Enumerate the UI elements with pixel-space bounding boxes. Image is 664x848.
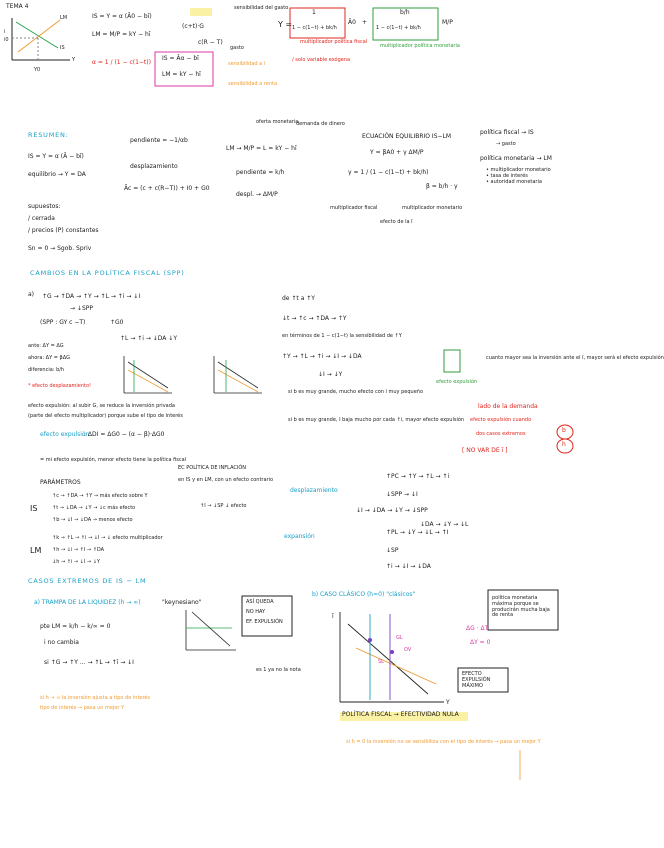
lm-equation: LM = M/P = kY − hī: [92, 31, 151, 38]
circle-a: b: [562, 427, 566, 434]
demanda: demanda de dinero: [296, 121, 345, 127]
plus: +: [362, 19, 368, 26]
sens-note2: sensibilidad a renta: [228, 81, 278, 87]
oferta-mon: oferta monetaria: [256, 119, 299, 125]
circle-box: [ NO VAR DE ī ]: [462, 447, 508, 454]
formula-label: efecto expulsión: [40, 431, 90, 438]
b-note: si b es muy grande, mucho efecto con i muy pequeño: [288, 389, 424, 395]
cambios-diferencia: diferencia: b/h: [28, 367, 65, 373]
note-box-l1: ASÍ QUEDA: [246, 599, 274, 605]
ahorro: Sn = 0 → Sgob. Spriv: [28, 245, 92, 252]
tema-label: TEMA 4: [6, 3, 29, 10]
resumen-despl-lm: despl. → ΔM/P: [236, 191, 278, 198]
eq-title: ECUACIÓN EQUILIBRIO IS−LM: [362, 133, 452, 140]
orange-note: si h → ∞ la inversión ajusta a tipo de interés: [40, 695, 151, 701]
clasico-y: Y: [446, 699, 450, 706]
d3: ↓I → ↓DA → ↓Y → ↓SPP: [356, 507, 428, 514]
trampa-eq: pte LM = k/h − k/∞ = 0: [40, 623, 111, 630]
formula: : ΔDI = ΔG0 − (α − β)·ΔG0: [84, 431, 165, 438]
cambios-exp2: (parte del efecto multiplicador) porque sube el tipo de interés: [28, 413, 183, 419]
circle-note3: dos casos extremos: [476, 431, 526, 437]
param-is3: ↑b → ↓I → ↓DA → menos efecto: [52, 517, 133, 523]
eq-beta: β = b/h · γ: [426, 183, 458, 190]
desplazo: desplazamiento: [290, 487, 338, 494]
trampa-title: a) TRAMPA DE LA LIQUIDEZ (h → ∞): [34, 599, 141, 606]
graph-y: Y: [72, 57, 76, 63]
a0: Ā0: [348, 19, 356, 26]
clasico-right2: ΔY = 0: [470, 639, 491, 646]
nota-right: es 1 ya no la nota: [256, 667, 301, 673]
reduced-y: Y =: [278, 20, 293, 29]
is-equation: IS = Y = α (Ā0 − bī): [92, 13, 152, 20]
multiplier-note: (c+t)·G: [182, 23, 204, 30]
cambios-line4: ↑G0: [110, 319, 124, 326]
pend-is: efecto de la ī: [380, 219, 413, 225]
param-is2: ↑t → ↓DA → ↓Y → ↓c más efecto: [52, 505, 136, 511]
circle-b: h: [562, 441, 566, 448]
cc-note: EC POLÍTICA DE INFLACIÓN: [178, 465, 247, 471]
ex-dx: c(R − T): [198, 39, 223, 46]
cambios-a: a): [28, 291, 35, 298]
circle-note: lado de la demanda: [478, 403, 538, 410]
circle-note2: efecto expulsión cuando: [470, 417, 532, 423]
sens-note: sensibilidad a ī: [228, 61, 266, 67]
clasico-ov: OV: [404, 647, 412, 653]
param-is1: ↑c → ↑DA → ↑Y → más efecto sobre Y: [52, 493, 148, 499]
cambios-graph-1: [124, 356, 172, 393]
keynes: "keynesiano": [162, 599, 202, 606]
efecto-exp: efecto expulsión: [436, 379, 478, 385]
mult-note1: multiplicador política fiscal: [300, 39, 368, 45]
resumen-equil: equilibrio → Y = DA: [28, 171, 86, 178]
supuestos-2: / precios (P) constantes: [28, 227, 99, 234]
alpha-equation: α = 1 / (1 − c(1−t)): [92, 59, 151, 66]
side-note: cuanto mayor sea la inversión ante el ī, mayor será el efecto expulsión: [486, 355, 664, 361]
resumen-lm: LM → M/P = L = kY − hī: [226, 145, 297, 152]
b-title: de ↑t a ↑Y: [282, 295, 315, 302]
param-lm-label: LM: [30, 546, 42, 555]
graph-i: i: [4, 29, 6, 35]
politica: POLÍTICA FISCAL → EFECTIVIDAD NULA: [342, 711, 459, 718]
mult-fiscal: multiplicador fiscal: [330, 205, 378, 211]
gasto-label2: gasto: [230, 45, 244, 51]
param-lm3: ↓h → ↑i → ↓I → ↓Y: [52, 559, 100, 565]
is-lm-box1: IS = Āα − bī: [162, 55, 199, 62]
clasico-gl: GL: [396, 635, 403, 641]
orange-note2: tipo de interés → pasa un mejor Y: [40, 705, 125, 711]
note-box-l2: NO HAY: [246, 609, 266, 615]
trampa-eq2: i no cambia: [44, 639, 79, 646]
highlight: [190, 8, 212, 16]
d1: ↑PC → ↑Y → ↑L → ↑i: [386, 473, 450, 480]
cc-note2: en IS y en LM, con un efecto contrario: [178, 477, 274, 483]
clasico-graph: [340, 612, 444, 702]
b-line2: en términos de 1 − c(1−t) la sensibilidad de ↑Y: [282, 333, 402, 339]
resumen-is: IS = Y = α (Ā − bī): [28, 153, 84, 160]
frac2-top: b/h: [400, 9, 410, 16]
top-graph: [12, 15, 70, 60]
efecto-note: = mi efecto expulsión, menor efecto tiene la política fiscal: [40, 457, 187, 463]
mult-mon: multiplicador monetario: [402, 205, 463, 211]
trampa-graph: [186, 610, 236, 650]
frac-top: 1: [312, 9, 316, 16]
eq-y: Y = βA0 + γ ΔM/P: [370, 149, 424, 156]
cambios-exp: efecto expulsión: al subir G, se reduce la inversión privada: [28, 403, 175, 409]
cc-note3: ↑I → ↓SP ↓ efecto: [200, 503, 247, 509]
b-line3: ↑Y → ↑L → ↑i → ↓I → ↓DA: [282, 353, 362, 360]
graph-is: IS: [60, 45, 65, 51]
green-note: multiplicador política monetaria: [380, 43, 460, 49]
d4: ↓DA → ↓Y → ↓L: [420, 521, 469, 528]
expansion: expansión: [284, 533, 315, 540]
e3: ↑i → ↓I → ↓DA: [386, 563, 431, 570]
pol-mon-items: • multiplicador monetario • tasa de interés • autoridad monetaria: [486, 167, 551, 185]
cambios-title: CAMBIOS EN LA POLÍTICA FISCAL (SPP): [30, 269, 185, 277]
resumen-title: RESUMEN:: [28, 131, 69, 139]
e2: ↓SP: [386, 547, 399, 554]
resumen-pend: pendiente = −1/αb: [130, 137, 188, 144]
resumen-despl: desplazamiento: [130, 163, 178, 170]
red-box: [290, 8, 345, 38]
graph-lm: LM: [60, 15, 68, 21]
supuestos-1: / cerrada: [28, 215, 55, 222]
graph-i0: i0: [4, 37, 9, 43]
cambios-ante: ante: ΔY = ΔG: [28, 343, 64, 349]
cambios-line3: (SPP : GY c −T): [40, 319, 86, 326]
pol-fiscal: política fiscal → IS: [480, 129, 534, 136]
b-line4: ↓I → ↓Y: [318, 371, 343, 378]
extremos-title: CASOS EXTREMOS DE IS − LM: [28, 577, 147, 585]
clasico-i: ī: [332, 613, 334, 620]
param-lm1: ↑k → ↑L → ↑i → ↓I → ↓ efecto multiplicador: [52, 535, 163, 541]
is-lm-box2: LM = kY − hī: [162, 71, 201, 78]
trampa-eq3: si ↑G → ↑Y ... → ↑L → ↑ī → ↓I: [44, 659, 134, 666]
frac2-bottom: 1 − c(1−t) + bk/h: [376, 25, 421, 31]
e1: ↑PL → ↓Y → ↓L → ↑I: [386, 529, 449, 536]
clasico-right: ΔG · ΔT: [466, 625, 489, 632]
d2: ↓SPP → ↓I: [386, 491, 418, 498]
param-title: PARÁMETROS: [40, 479, 81, 486]
frac-bottom: 1 − c(1−t) + bk/h: [292, 25, 337, 31]
cambios-red-note: * efecto desplazamiento!: [28, 383, 92, 389]
pol-mon: política monetaria → LM: [480, 155, 552, 162]
param-is-label: IS: [30, 504, 38, 513]
cambios-line2: → ↓SPP: [70, 305, 94, 312]
clasico-box: política monetaria máxima porque se producirán mucha baja de renta: [492, 595, 550, 619]
pol-fiscal-2: → gasto: [496, 141, 516, 147]
resumen-pend-lm: pendiente = k/h: [236, 169, 285, 176]
cambios-note-lm: ↑L → ↑i → ↓DA ↓Y: [120, 335, 177, 342]
m-over-p: M/P: [442, 19, 453, 26]
supuestos-title: supuestos:: [28, 203, 61, 210]
b-note2: si b es muy grande, I baja mucho por cada ↑i, mayor efecto expulsión: [288, 417, 465, 423]
clasico-orange: si h = 0 la inversión no se sensibiliza con el tipo de interés → pasa un mejor Y: [346, 739, 541, 745]
cambios-ahora: ahora: ΔY = βΔG: [28, 355, 71, 361]
graph-y0: Y0: [34, 67, 41, 73]
param-lm2: ↑h → ↓i → ↑I → ↑DA: [52, 547, 105, 553]
b-line1: ↓t → ↑c → ↑DA → ↑Y: [282, 315, 347, 322]
cambios-line1: ↑G → ↑DA → ↑Y → ↑L → ↑i → ↓I: [42, 293, 141, 300]
cambios-graph-2: [214, 356, 262, 393]
resumen-ac: Āc = (c + c(R−T)) + I0 + G0: [124, 185, 210, 192]
red-note: / solo variable exógena: [292, 57, 351, 63]
gasto-label: sensibilidad del gasto: [234, 5, 289, 11]
clasico-sl: SL: [378, 659, 384, 665]
clasico-box2: EFECTO EXPULSIÓN MÁXIMO: [462, 671, 491, 689]
note-box-l3: EF. EXPULSIÓN: [246, 619, 283, 625]
clasico-title: b) CASO CLÁSICO (h=0) "clásicos": [312, 591, 416, 598]
eq-frac: γ = 1 / (1 − c(1−t) + bk/h): [348, 169, 429, 176]
